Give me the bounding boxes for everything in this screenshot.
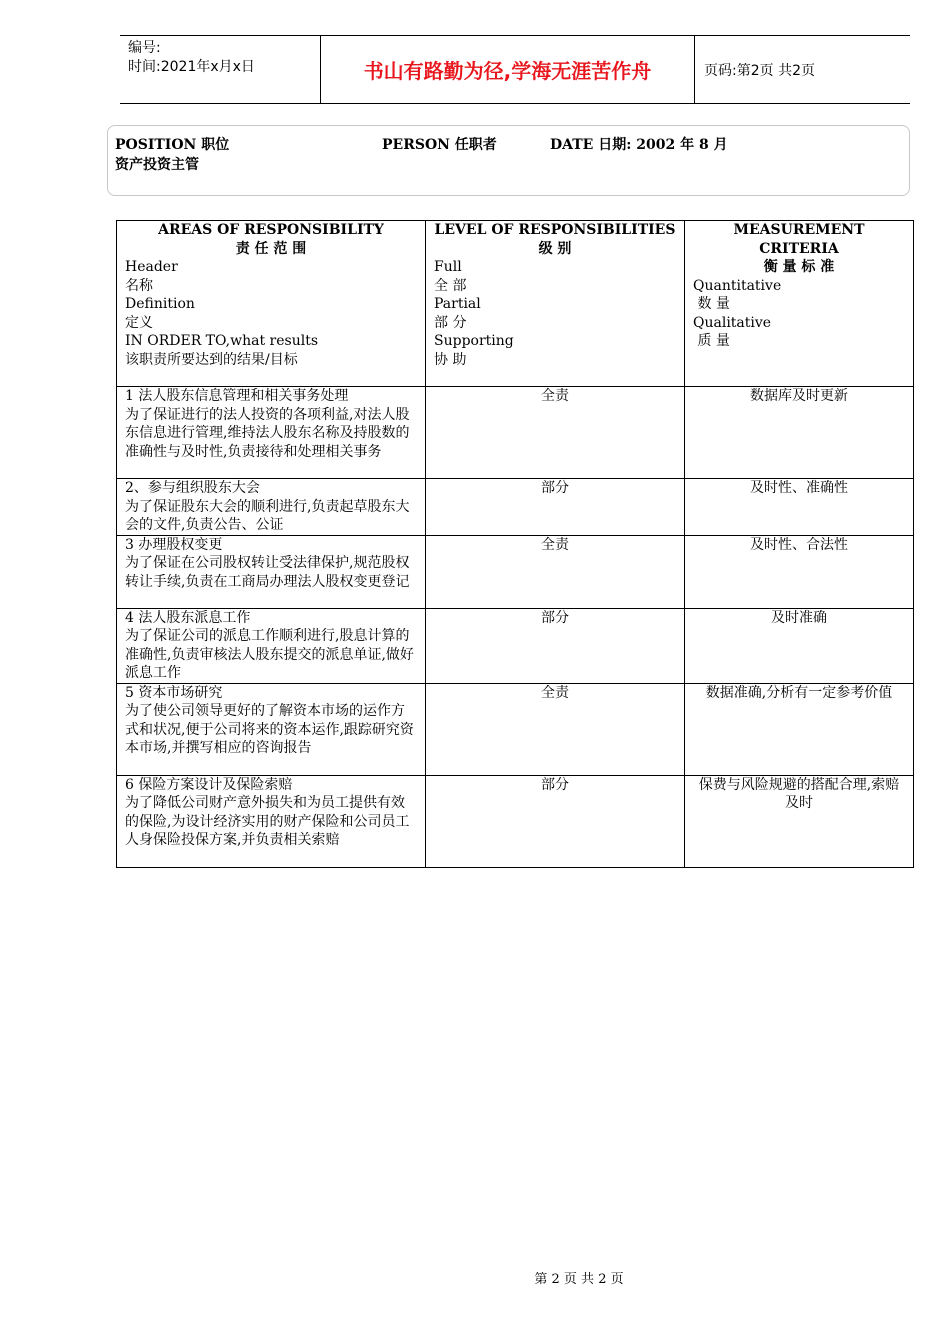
responsibility-table <box>116 220 914 868</box>
level-cell: 部分 <box>426 479 685 536</box>
column-note: 全 部 <box>434 277 467 294</box>
area-cell <box>117 775 426 867</box>
position-title: 资产投资主管 <box>115 157 199 173</box>
criteria-cell: 及时准确 <box>685 608 914 683</box>
position-info-box <box>107 125 910 196</box>
header-meta <box>128 39 318 77</box>
document-number-label: 编号: <box>128 40 161 56</box>
table-row <box>117 479 914 536</box>
area-description: 为了保证进行的法人投资的各项利益,对法人股东信息进行管理,维持法人股东名称及持股数的准确性与及时性,负责接待和处理相关事务 <box>125 406 410 460</box>
column-note: Definition <box>125 296 195 312</box>
document-time-label: 时间:2021年x月x日 <box>128 59 255 75</box>
page-header <box>120 35 910 104</box>
column-note: Quantitative <box>693 277 782 294</box>
column-title-cn: 衡 量 标 准 <box>763 259 835 275</box>
area-cell <box>117 608 426 683</box>
column-header-level <box>426 221 685 387</box>
column-note: Qualitative <box>693 314 772 331</box>
column-header-areas <box>117 221 426 387</box>
level-cell: 全责 <box>426 387 685 479</box>
column-note: 部 分 <box>434 314 467 331</box>
area-title: 6 保险方案设计及保险索赔 <box>125 776 293 793</box>
area-title: 4 法人股东派息工作 <box>125 609 251 626</box>
table-row <box>117 608 914 683</box>
table-row <box>117 775 914 867</box>
table-row <box>117 683 914 775</box>
column-title-cn: 级 别 <box>538 240 572 257</box>
column-title-en: MEASUREMENT CRITERIA <box>733 222 865 257</box>
area-description: 为了保证公司的派息工作顺利进行,股息计算的准确性,负责审核法人股东提交的派息单证,做好派息工作 <box>125 628 414 681</box>
header-page-info: 页码:第2页 共2页 <box>704 62 815 79</box>
criteria-cell: 保费与风险规避的搭配合理,索赔及时 <box>685 775 914 867</box>
criteria-cell: 及时性、准确性 <box>685 479 914 536</box>
area-cell <box>117 479 426 536</box>
column-note: 名称 <box>125 277 153 294</box>
area-description: 为了使公司领导更好的了解资本市场的运作方式和状况,便于公司将来的资本运作,跟踪研究资本市场,并撰写相应的咨询报告 <box>125 703 414 756</box>
criteria-cell: 数据准确,分析有一定参考价值 <box>685 683 914 775</box>
criteria-cell: 数据库及时更新 <box>685 387 914 479</box>
header-motto: 书山有路勤为径,学海无涯苦作舟 <box>363 59 652 83</box>
column-note: 数 量 <box>693 296 730 312</box>
table-row <box>117 535 914 608</box>
criteria-cell: 及时性、合法性 <box>685 535 914 608</box>
column-note: 质 量 <box>693 333 730 349</box>
area-cell <box>117 535 426 608</box>
page-footer <box>0 1268 950 1287</box>
column-note: Header <box>125 259 178 275</box>
column-header-criteria <box>685 221 914 387</box>
level-cell: 部分 <box>426 775 685 867</box>
area-cell <box>117 683 426 775</box>
column-note: 协 助 <box>434 351 467 368</box>
person-label: PERSON 任职者 <box>382 137 497 153</box>
level-cell: 部分 <box>426 608 685 683</box>
level-cell: 全责 <box>426 683 685 775</box>
column-title-en: LEVEL OF RESPONSIBILITIES <box>434 222 676 238</box>
date-label: DATE 日期: 2002 年 8 月 <box>550 137 728 153</box>
column-note: Supporting <box>434 333 514 349</box>
area-title: 5 资本市场研究 <box>125 684 223 701</box>
column-note: Full <box>434 259 462 275</box>
area-title: 3 办理股权变更 <box>125 536 223 553</box>
column-note: 定义 <box>125 314 153 331</box>
column-title-en: AREAS OF RESPONSIBILITY <box>158 222 384 238</box>
area-cell <box>117 387 426 479</box>
table-header-row <box>117 221 914 387</box>
area-description: 为了保证在公司股权转让受法律保护,规范股权转让手续,负责在工商局办理法人股权变更登记 <box>125 555 410 590</box>
area-title: 1 法人股东信息管理和相关事务处理 <box>125 388 349 404</box>
column-title-cn: 责 任 范 围 <box>235 240 307 257</box>
column-note: Partial <box>434 296 481 312</box>
level-cell: 全责 <box>426 535 685 608</box>
header-divider <box>694 36 695 103</box>
column-note: 该职责所要达到的结果/目标 <box>125 351 298 368</box>
column-note: IN ORDER TO,what results <box>125 333 319 349</box>
table-row <box>117 387 914 479</box>
footer-page-number: 第 2 页 共 2 页 <box>534 1272 624 1287</box>
area-description: 为了保证股东大会的顺利进行,负责起草股东大会的文件,负责公告、公证 <box>125 498 410 533</box>
area-description: 为了降低公司财产意外损失和为员工提供有效的保险,为设计经济实用的财产保险和公司员工人身保险投保方案,并负责相关索赔 <box>125 795 410 848</box>
position-label: POSITION 职位 <box>115 137 230 153</box>
area-title: 2、参与组织股东大会 <box>125 480 260 496</box>
